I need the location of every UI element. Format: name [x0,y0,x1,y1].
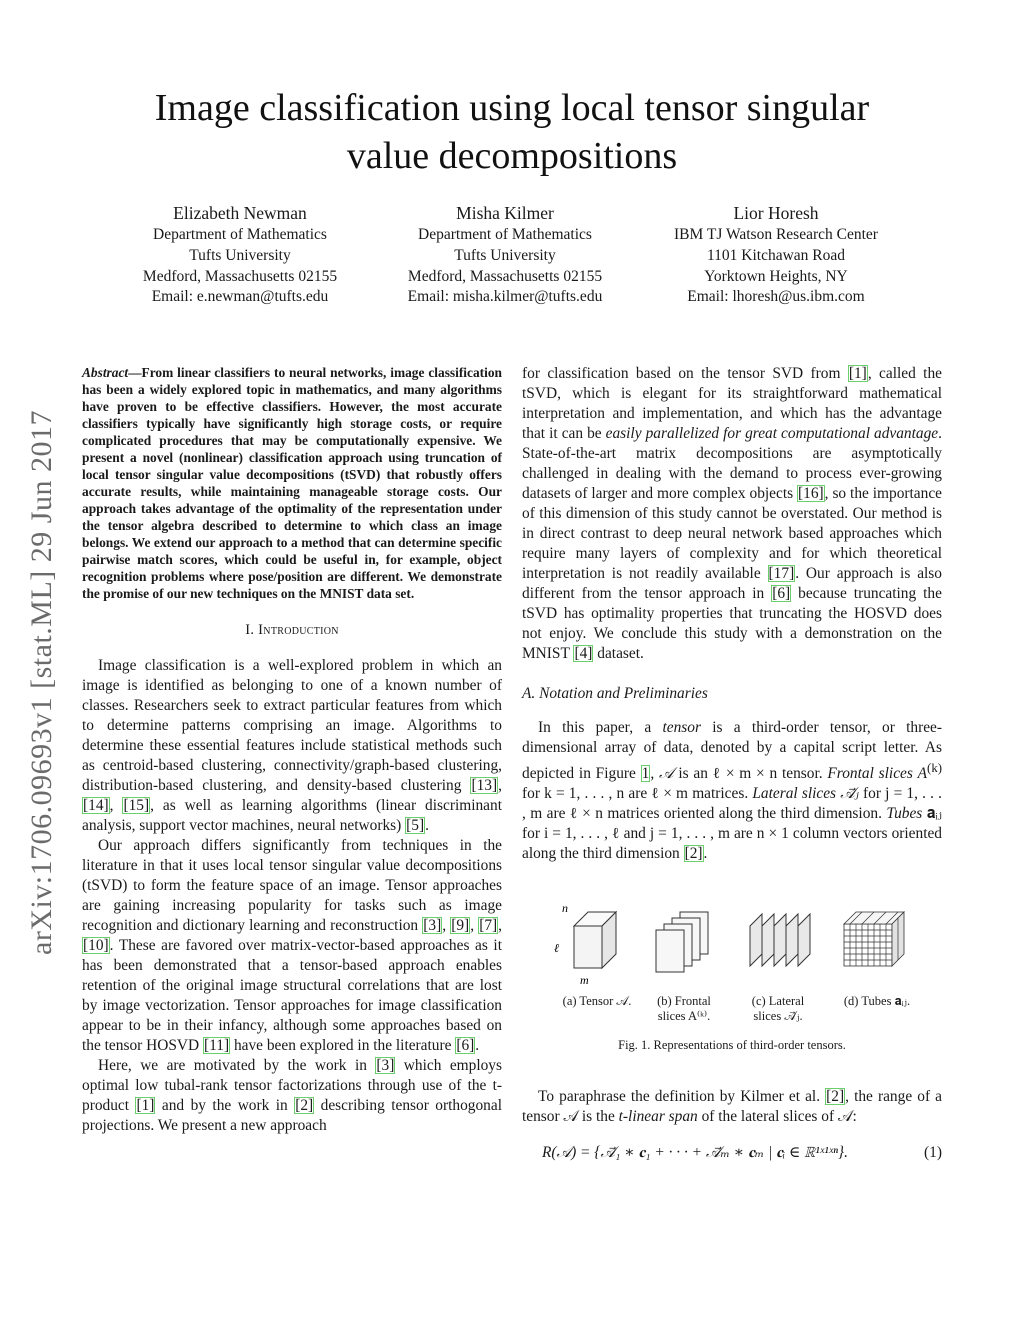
citation-link[interactable]: [16] [798,485,824,502]
arxiv-stamp: arXiv:1706.09693v1 [stat.ML] 29 Jun 2017 [25,410,58,955]
figure-caption: Fig. 1. Representations of third-order tensors. [618,1038,846,1053]
citation-link[interactable]: [10] [83,937,109,954]
author-3 [631,202,921,308]
tensor-cube-icon [574,912,616,968]
author-1 [95,202,385,308]
figure-1 [522,890,942,1065]
frontal-slices-icon [656,912,708,972]
citation-link[interactable]: [11] [204,1037,230,1054]
citation-link[interactable]: [5] [406,817,425,834]
citation-link[interactable]: [2] [684,845,703,863]
dim-label-n: n [562,901,568,916]
lateral-slices-icon [750,914,810,966]
equation-1 [522,1143,942,1169]
author-name: Elizabeth Newman [173,203,307,223]
author-email: Email: misha.kilmer@tufts.edu [407,288,603,306]
citation-link[interactable]: [3] [376,1057,395,1074]
citation-link[interactable]: [1] [848,365,867,382]
paper-title [80,84,944,180]
author-name: Lior Horesh [733,203,819,223]
figure-1-diagram [522,890,942,1010]
author-email: Email: lhoresh@us.ibm.com [687,288,865,306]
dim-label-m: m [580,973,589,988]
author-dept: IBM TJ Watson Research Center [674,226,878,243]
intro-paragraph-1: Image classification is a well-explored problem in which an image is identified as belonging to one of a known number of classes. Researchers seek to extract particular features from which to determine patterns comprising an image. Algorithms to determine these essential features include statistical methods such as centroid-based clustering, connectivity/graph-based clustering, distribution-based clustering, and density-based clustering [13], [14], [15], as well as learning algorithms (linear discriminant analysis, support vector machines, neural networks) [5]. [82,657,502,834]
intro-paragraph-2: Our approach differs significantly from techniques in the literature in that it uses local tensor singular value decompositions (tSVD) to form the feature space of an image. Tensor approaches are gaining increasing popularity for tasks such as image recognition and dictionary learning and reconstruction [3], [9], [7], [10]. These are favored over matrix-vector-based approaches as it has been demonstrated that a tensor-based approach enables retention of the original image structural correlations that are lost by image vectorization. Tensor approaches for image classification appear to be in their infancy, although some approaches based on the tensor HOSVD [11] have been explored in the literature [6]. [82,837,502,1054]
author-2 [360,202,650,308]
author-addr: Medford, Massachusetts 02155 [407,267,603,285]
citation-link[interactable]: [9] [451,917,470,934]
author-name: Misha Kilmer [456,203,554,223]
author-inst: 1101 Kitchawan Road [706,246,846,264]
notation-paragraph: In this paper, a tensor is a third-order tensor, or three-dimensional array of data, denoted by a capital script letter. As depicted in Figure 1, 𝒜 is an ℓ × m × n tensor. Frontal slices $A^{(k)}$ for k = 1, . . . , n are ℓ × m matrices. Lateral slices 𝒜⃗ⱼ for j = 1, . . . , m are ℓ × n matrices oriented along the third dimension. Tubes 𝐚ᵢⱼ for i = 1, . . . , ℓ and j = 1, . . . , m are n × 1 column vectors oriented along the third dimension [2]. [522,719,943,863]
author-inst: Tufts University [189,246,291,264]
author-email: Email: e.newman@tufts.edu [151,288,329,306]
citation-link[interactable]: [17] [768,565,795,582]
citation-link[interactable]: [2] [295,1097,314,1114]
author-addr: Medford, Massachusetts 02155 [142,267,338,285]
range-paragraph: To paraphrase the definition by Kilmer et al. [2], the range of a tensor 𝒜 is the t-linear span of the lateral slices of 𝒜: [522,1088,943,1126]
section-heading-introduction: I. Introduction [245,622,339,638]
citation-link[interactable]: [2] [826,1088,845,1106]
citation-link[interactable]: [6] [772,585,791,602]
author-dept: Department of Mathematics [418,226,592,243]
citation-link[interactable]: [1] [136,1097,155,1114]
left-column [82,364,502,1136]
subcaption-b: (b) Frontal slices A⁽ᵏ⁾. [657,994,711,1024]
citation-link[interactable]: [13] [471,777,498,794]
subcaption-a: (a) Tensor 𝒜. [562,994,632,1009]
intro-paragraph-4: for classification based on the tensor SVD from [1], called the tSVD, which is elegant for its straightforward mathematical interpretation and implementation, and which has the advantage that it can be easily parallelized for great computational advantage. State-of-the-art matrix decompositions are asymptotically challenged in dealing with the demand to process ever-growing datasets of larger and more complex objects [16], so the importance of this dimension of this study cannot be overstated. Our method is in direct contrast to deep neural network based approaches which require many layers of complexity and for which theoretical interpretation is not readily available [17]. Our approach is also different from the tensor approach in [6] because truncating the tSVD has optimality properties that truncating the HOSVD does not enjoy. We conclude this study with a demonstration on the MNIST [4] dataset. [522,365,942,662]
equation-body: R(𝒜) = {𝒜⃗₁ ∗ 𝐜₁ + · · · + 𝒜⃗ₘ ∗ 𝐜ₘ | 𝐜ᵢ ∈ ℝ¹ˣ¹ˣⁿ}. [542,1144,848,1162]
tubes-grid-icon [844,912,904,966]
citation-link[interactable]: [7] [479,917,498,934]
title-line-2: value decompositions [346,135,678,177]
citation-link[interactable]: [6] [456,1037,475,1054]
citation-link[interactable]: [14] [83,797,109,814]
figure-link[interactable]: 1 [641,765,650,783]
abstract [82,364,502,602]
subcaption-c: (c) Lateral slices 𝒜⃗ⱼ. [751,994,805,1024]
citation-link[interactable]: [15] [123,797,150,814]
author-dept: Department of Mathematics [153,226,327,243]
dim-label-l: ℓ [554,941,559,956]
right-column [522,364,942,1169]
author-inst: Tufts University [454,246,556,264]
abstract-lead: Abstract [82,365,129,380]
subsection-heading-notation: A. Notation and Preliminaries [522,685,708,702]
author-addr: Yorktown Heights, NY [704,267,848,285]
citation-link[interactable]: [3] [423,917,442,934]
intro-paragraph-3: Here, we are motivated by the work in [3] which employs optimal low tubal-rank tensor factorizations through use of the t-product [1] and by the work in [2] describing tensor orthogonal projections. We present a new approach [82,1057,502,1134]
subcaption-d: (d) Tubes 𝐚ᵢⱼ. [843,994,911,1009]
equation-number: (1) [924,1144,942,1162]
citation-link[interactable]: [4] [574,645,593,662]
title-line-1: Image classification using local tensor singular [154,87,870,129]
abstract-text: —From linear classifiers to neural networks, image classification has been a widely explored topic in mathematics, and many algorithms have proven to be effective classifiers. However, the most accurate classifiers typically have significantly high storage costs, or require complicated procedures that may be computationally expensive. We present a novel (nonlinear) classification approach using truncation of local tensor singular value decompositions (tSVD) that robustly offers accurate results, while maintaining manageable storage costs. Our approach takes advantage of the optimality of the representation under the tensor algebra described to determine to which class an image belongs. We extend our approach to a method that can determine specific pairwise match scores, which could be useful in, for example, object recognition problems where pose/position are different. We demonstrate the promise of our new techniques on the MNIST data set. [82,365,502,601]
